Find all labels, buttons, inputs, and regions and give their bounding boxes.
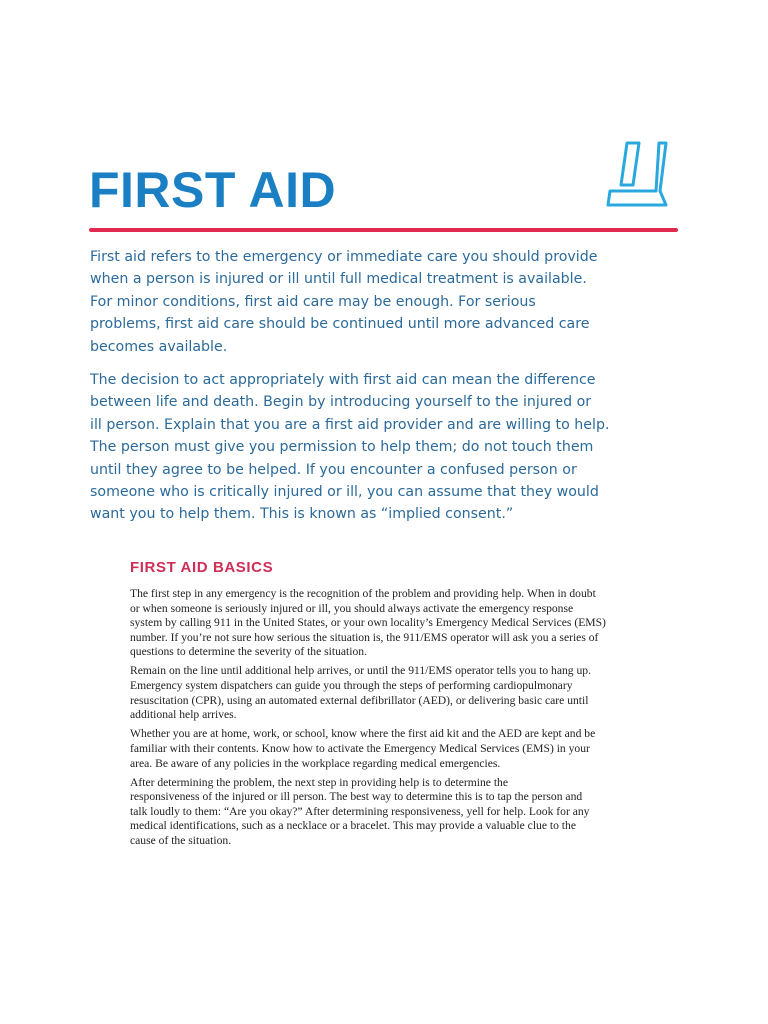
intro-line: between life and death. Begin by introducing yourself to the injured or (90, 394, 592, 411)
body-line: familiar with their contents. Know how to activate the Emergency Medical Services (EMS) in your (130, 741, 590, 755)
intro-line: The person must give you permission to help them; do not touch them (90, 439, 594, 456)
basics-paragraph-4 (130, 776, 670, 849)
basics-paragraph-2 (130, 664, 670, 722)
page-title: FIRST AID (89, 162, 337, 218)
intro-line: when a person is injured or ill until full medical treatment is available. (90, 271, 587, 288)
basics-paragraph-1 (130, 587, 670, 660)
body-line: system by calling 911 in the United States, or your own locality’s Emergency Medical Services (EMS) (130, 616, 606, 630)
intro-section (90, 246, 690, 537)
body-line: medical identifications, such as a necklace or a bracelet. This may provide a valuable clue to the (130, 819, 576, 833)
intro-line: ill person. Explain that you are a first aid provider and are willing to help. (90, 416, 610, 433)
basics-paragraph-3 (130, 727, 670, 771)
body-line: talk loudly to them: “Are you okay?” After determining responsiveness, yell for help. Look for any (130, 804, 590, 818)
intro-line: someone who is critically injured or ill, you can assume that they would (90, 484, 599, 501)
body-line: number. If you’re not sure how serious the situation is, the 911/EMS operator will ask you a series of (130, 630, 599, 644)
body-line: questions to determine the severity of the situation. (130, 645, 367, 659)
chapter-one-outline-icon (606, 141, 670, 207)
body-line: cause of the situation. (130, 834, 232, 847)
intro-line: want you to help them. This is known as “implied consent.” (90, 506, 514, 523)
body-line: resuscitation (CPR), using an automated external defibrillator (AED), or delivering basic care until (130, 693, 589, 707)
intro-line: problems, first aid care should be continued until more advanced care (90, 316, 590, 333)
intro-paragraph-1 (90, 246, 690, 358)
body-line: responsiveness of the injured or ill person. The best way to determine this is to tap the person and (130, 790, 583, 804)
intro-line: becomes available. (90, 338, 228, 355)
intro-line: First aid refers to the emergency or immediate care you should provide (90, 249, 598, 265)
intro-line: For minor conditions, first aid care may be enough. For serious (90, 293, 536, 310)
body-line: or when someone is seriously injured or ill, you should always activate the emergency response (130, 601, 574, 615)
body-line: Whether you are at home, work, or school, know where the first aid kit and the AED are kept and be (130, 727, 596, 741)
body-line: additional help arrives. (130, 708, 237, 722)
body-line: Remain on the line until additional help arrives, or until the 911/EMS operator tells you to hang up. (130, 664, 591, 678)
body-line: The first step in any emergency is the recognition of the problem and providing help. When in doubt (130, 587, 596, 600)
body-line: After determining the problem, the next step in providing help is to determine the (130, 775, 508, 789)
title-divider (89, 228, 678, 232)
first-aid-basics-section (130, 559, 670, 853)
intro-paragraph-2 (90, 369, 690, 526)
section-body (130, 587, 670, 849)
section-heading: FIRST AID BASICS (130, 559, 274, 576)
body-line: Emergency system dispatchers can guide you through the steps of performing cardiopulmonary (130, 679, 573, 693)
intro-line: until they agree to be helped. If you encounter a confused person or (90, 461, 577, 478)
intro-line: The decision to act appropriately with first aid can mean the difference (90, 372, 596, 389)
body-line: area. Be aware of any policies in the workplace regarding medical emergencies. (130, 756, 501, 770)
